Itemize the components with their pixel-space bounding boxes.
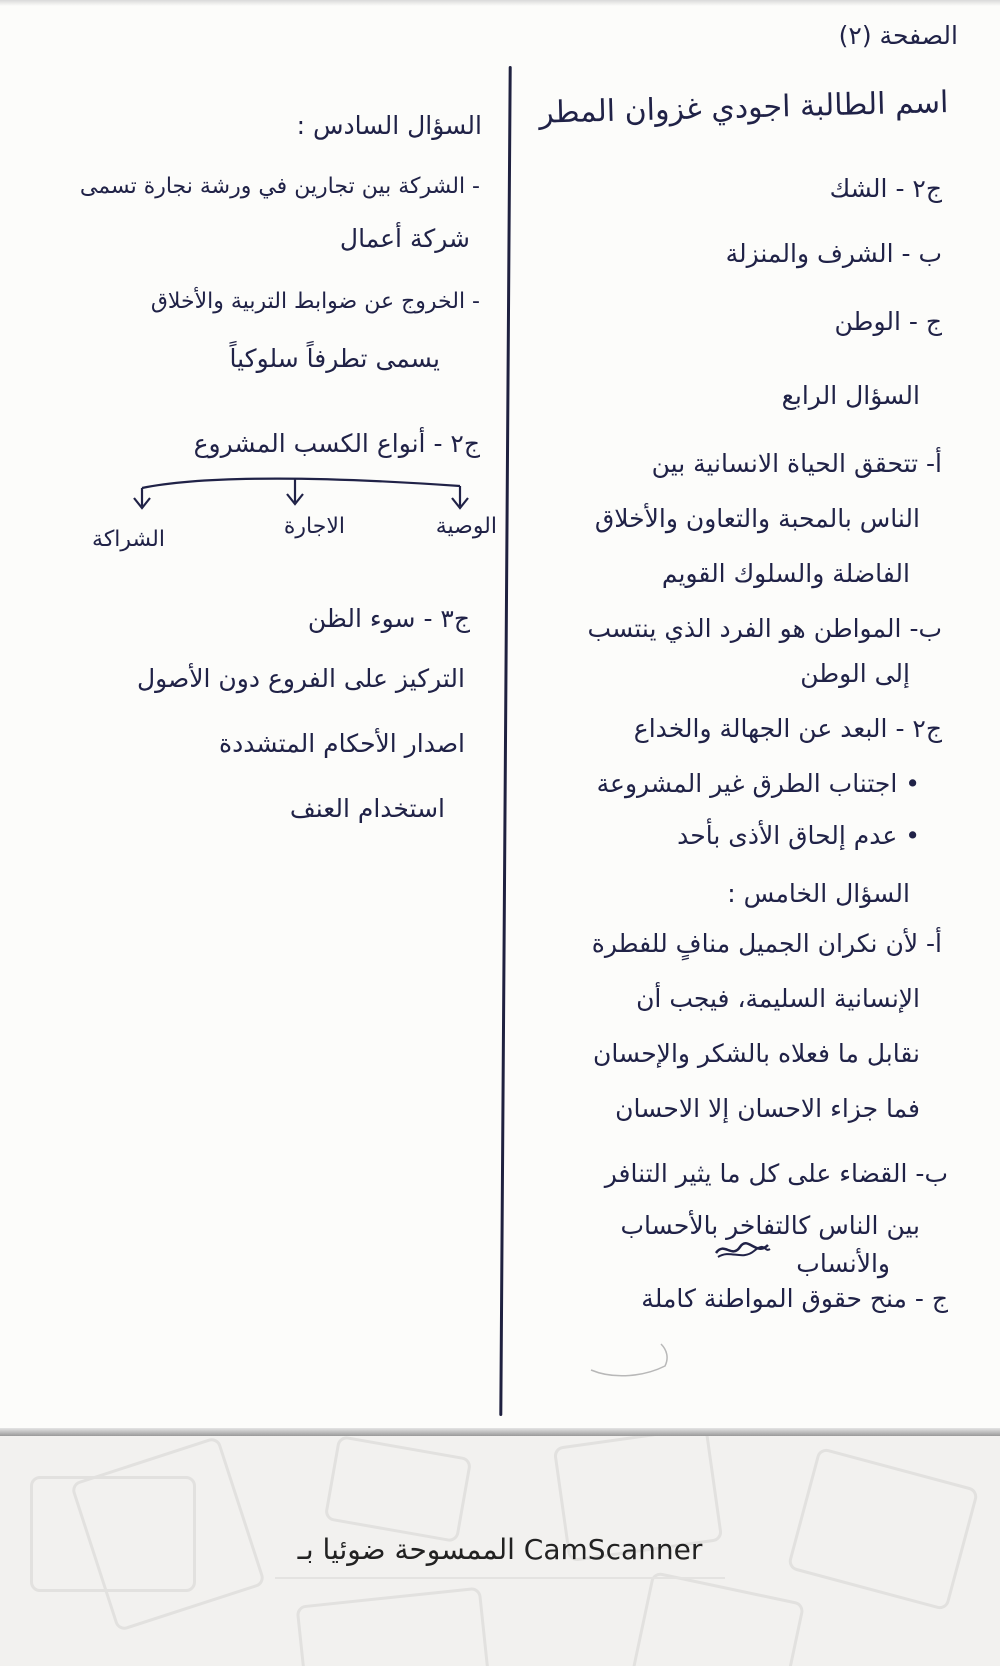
answer-line: ج - منح حقوق المواطنة كاملة [641,1284,948,1313]
diagram-root: ج٢ - أنواع الكسب المشروع [193,429,480,458]
answer-line: - الشركة بين تجارين في ورشة نجارة تسمى [79,174,480,199]
answer-line: استخدام العنف [289,794,445,823]
answer-line: يسمى تطرفاً سلوكياً [229,344,440,373]
scribble-strikeout [712,1237,772,1263]
answer-line: ج٢ - الشك [829,174,942,203]
answer-line: الناس بالمحبة والتعاون والأخلاق [594,504,920,533]
watermark-caption: الممسوحة ضوئيا بـ CamScanner [297,1533,703,1566]
answer-line: اصدار الأحكام المتشددة [219,729,465,758]
watermark-card-icon [324,1436,473,1543]
section-heading: السؤال الخامس : [727,879,910,908]
answer-line: ج٢ - البعد عن الجهالة والخداع [633,714,942,743]
sheet-bottom-edge [0,1428,1000,1436]
bullet-item: • اجتناب الطرق غير المشروعة [596,769,920,798]
sheet-top-edge [0,0,1000,6]
watermark-underline [275,1577,725,1579]
answer-line: ب- المواطن هو الفرد الذي ينتسب [587,614,942,643]
answer-line: ب- القضاء على كل ما يثير التنافر [604,1159,948,1188]
answer-line: نقابل ما فعلاه بالشكر والإحسان [592,1039,920,1068]
answer-line: الفاضلة والسلوك القويم [661,559,910,588]
answer-line: - الخروج عن ضوابط التربية والأخلاق [150,289,480,314]
answer-line: ج٣ - سوء الظن [307,604,470,633]
diagram-branch: الشراكة [92,527,165,552]
answer-line: إلى الوطن [800,659,910,688]
answer-line: بين الناس كالتفاخر بالأحساب [620,1211,920,1240]
answer-line: أ- تتحقق الحياة الانسانية بين [651,449,942,478]
column-divider [499,66,511,1416]
answer-line: فما جزاء الاحسان إلا الاحسان [615,1094,920,1123]
answer-line: ب - الشرف والمنزلة [725,239,942,268]
bullet-item: • عدم إلحاق الأذى بأحد [677,821,920,850]
faint-pencil-mark [585,1340,675,1380]
watermark-keyboard-icon [787,1447,980,1612]
section-heading: السؤال السادس : [296,111,482,140]
watermark-image-icon [631,1571,806,1666]
watermark-text-icon [295,1587,490,1666]
diagram-branch: الاجارة [283,514,345,539]
answer-line: ج - الوطن [834,307,942,336]
diagram-connectors [130,468,470,518]
page-label: الصفحة (٢) [838,21,958,50]
answer-line: أ- لأن نكران الجميل منافٍ للفطرة [591,929,942,958]
section-heading: السؤال الرابع [781,381,920,410]
answer-line: والأنساب [796,1249,890,1278]
answer-line: التركيز على الفروع دون الأصول [136,664,465,693]
answer-line: شركة أعمال [339,224,470,253]
answer-line: الإنسانية السليمة، فيجب أن [636,984,920,1013]
student-name: اسم الطالبة اجودي غزوان المطر [538,85,949,131]
diagram-branch: الوصية [435,514,497,539]
